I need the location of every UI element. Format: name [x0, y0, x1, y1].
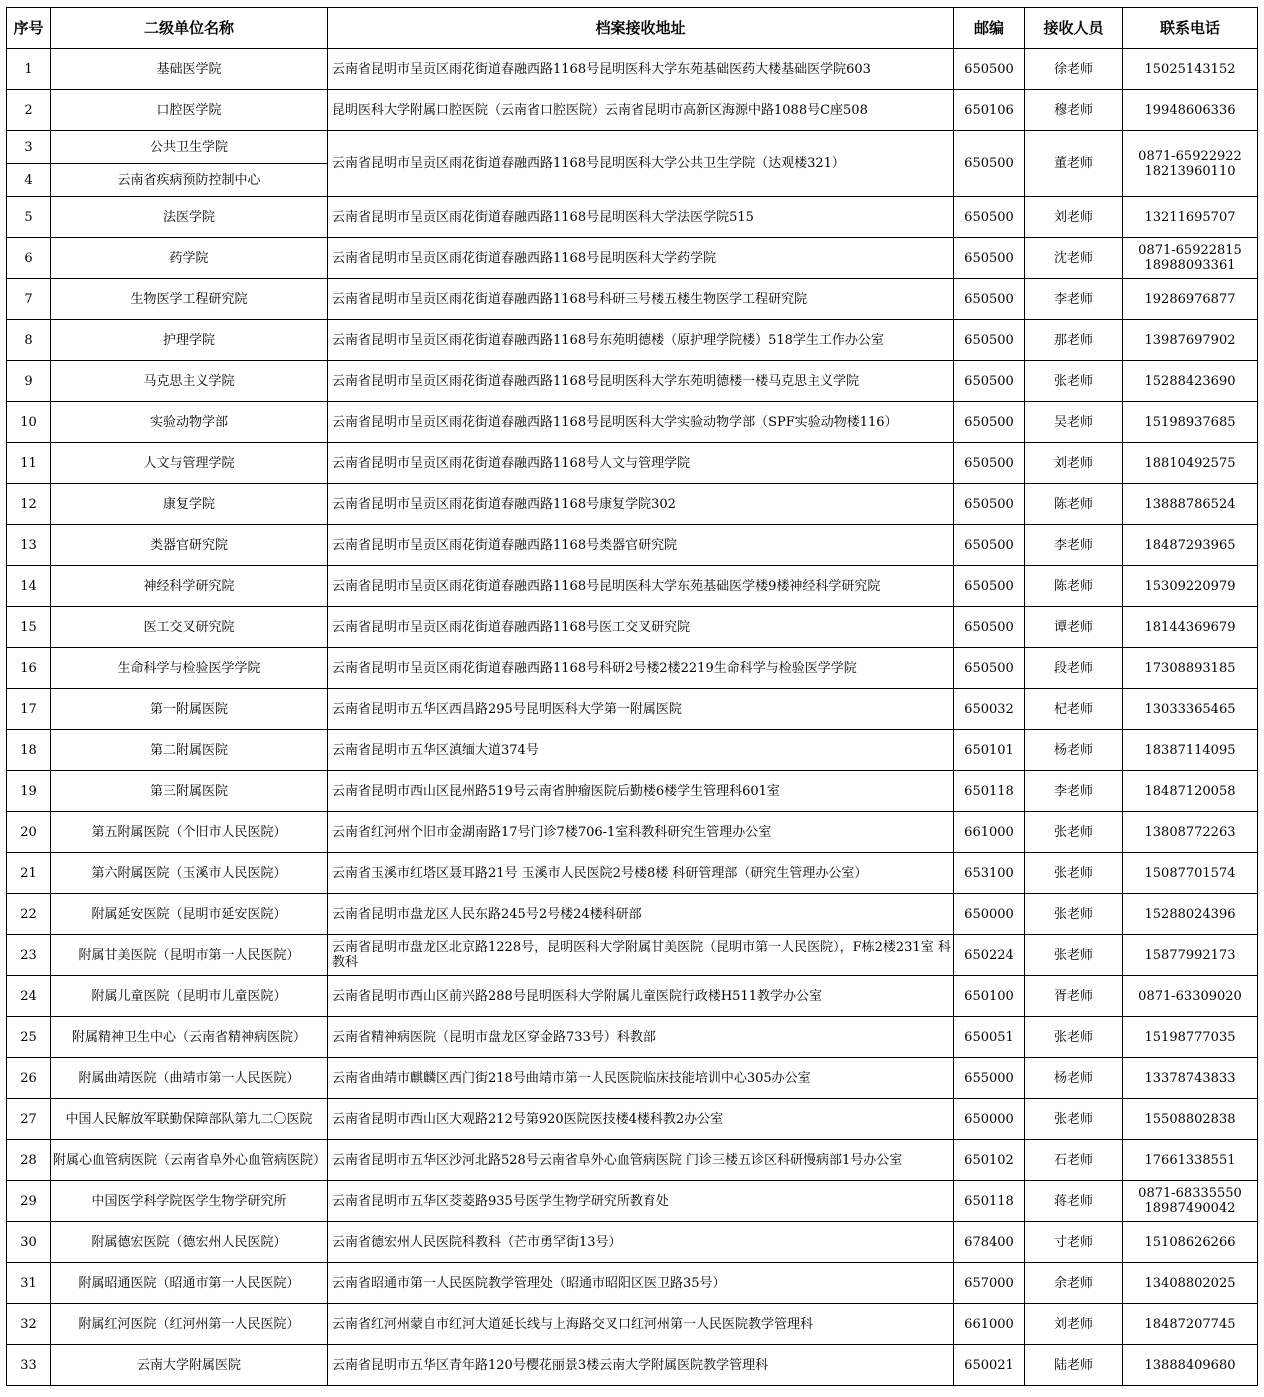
cell-seq: 20 [7, 812, 51, 853]
cell-address: 云南省昆明市呈贡区雨花街道春融西路1168号人文与管理学院 [328, 443, 954, 484]
cell-address: 云南省昆明市呈贡区雨花街道春融西路1168号昆明医科大学东苑基础医药大楼基础医学院603 [328, 49, 954, 90]
cell-receiver: 董老师 [1025, 131, 1123, 197]
cell-address: 云南省红河州蒙自市红河大道延长线与上海路交叉口红河州第一人民医院教学管理科 [328, 1304, 954, 1345]
cell-unit: 第六附属医院（玉溪市人民医院） [51, 853, 328, 894]
phone-primary: 13808772263 [1144, 824, 1236, 840]
cell-phone [1123, 443, 1258, 484]
cell-receiver: 刘老师 [1025, 1304, 1123, 1345]
cell-zip: 650000 [954, 894, 1025, 935]
cell-unit: 基础医学院 [51, 49, 328, 90]
cell-address: 云南省昆明市五华区沙河北路528号云南省阜外心血管病医院 门诊三楼五诊区科研慢病部1号办公室 [328, 1140, 954, 1181]
cell-zip: 650500 [954, 443, 1025, 484]
cell-phone [1123, 320, 1258, 361]
cell-address: 云南省德宏州人民医院科教科（芒市勇罕街13号） [328, 1222, 954, 1263]
cell-unit: 医工交叉研究院 [51, 607, 328, 648]
table-row [7, 197, 1258, 238]
cell-seq: 14 [7, 566, 51, 607]
cell-address: 云南省昆明市呈贡区雨花街道春融西路1168号昆明医科大学药学院 [328, 238, 954, 279]
cell-phone [1123, 402, 1258, 443]
cell-address: 云南省昆明市呈贡区雨花街道春融西路1168号医工交叉研究院 [328, 607, 954, 648]
header-zip: 邮编 [954, 8, 1025, 49]
phone-primary: 17308893185 [1144, 660, 1236, 676]
cell-phone [1123, 361, 1258, 402]
table-row [7, 935, 1258, 976]
cell-phone [1123, 1345, 1258, 1386]
cell-receiver: 杨老师 [1025, 1058, 1123, 1099]
phone-primary: 13408802025 [1144, 1275, 1236, 1291]
cell-address: 云南省昆明市呈贡区雨花街道春融西路1168号类器官研究院 [328, 525, 954, 566]
cell-receiver: 石老师 [1025, 1140, 1123, 1181]
cell-seq: 32 [7, 1304, 51, 1345]
table-row [7, 976, 1258, 1017]
table-header-row [7, 8, 1258, 49]
table-row [7, 279, 1258, 320]
phone-primary: 13211695707 [1144, 209, 1236, 225]
cell-seq: 8 [7, 320, 51, 361]
table-row [7, 648, 1258, 689]
cell-phone [1123, 976, 1258, 1017]
cell-phone [1123, 812, 1258, 853]
cell-receiver: 张老师 [1025, 1099, 1123, 1140]
cell-phone [1123, 1140, 1258, 1181]
cell-phone [1123, 1181, 1258, 1222]
cell-zip: 661000 [954, 812, 1025, 853]
cell-receiver: 杨老师 [1025, 730, 1123, 771]
cell-zip: 650500 [954, 648, 1025, 689]
cell-receiver: 张老师 [1025, 812, 1123, 853]
cell-unit: 类器官研究院 [51, 525, 328, 566]
cell-unit: 附属曲靖医院（曲靖市第一人民医院） [51, 1058, 328, 1099]
cell-address: 云南省精神病医院（昆明市盘龙区穿金路733号）科教部 [328, 1017, 954, 1058]
cell-phone [1123, 935, 1258, 976]
cell-seq: 27 [7, 1099, 51, 1140]
cell-address: 云南省昆明市五华区青年路120号樱花丽景3楼云南大学附属医院教学管理科 [328, 1345, 954, 1386]
cell-seq: 26 [7, 1058, 51, 1099]
cell-unit: 附属甘美医院（昆明市第一人民医院） [51, 935, 328, 976]
table-row [7, 238, 1258, 279]
cell-unit: 护理学院 [51, 320, 328, 361]
cell-receiver: 穆老师 [1025, 90, 1123, 131]
cell-unit: 附属心血管病医院（云南省阜外心血管病医院） [51, 1140, 328, 1181]
cell-zip: 650032 [954, 689, 1025, 730]
cell-phone [1123, 607, 1258, 648]
cell-phone [1123, 1099, 1258, 1140]
cell-receiver: 蒋老师 [1025, 1181, 1123, 1222]
cell-unit: 康复学院 [51, 484, 328, 525]
cell-zip: 661000 [954, 1304, 1025, 1345]
phone-primary: 18487207745 [1144, 1316, 1236, 1332]
cell-receiver: 刘老师 [1025, 197, 1123, 238]
cell-receiver: 杞老师 [1025, 689, 1123, 730]
cell-unit: 云南大学附属医院 [51, 1345, 328, 1386]
cell-seq: 13 [7, 525, 51, 566]
cell-seq: 21 [7, 853, 51, 894]
cell-phone [1123, 131, 1258, 197]
cell-address: 云南省昆明市盘龙区人民东路245号2号楼24楼科研部 [328, 894, 954, 935]
table-row [7, 771, 1258, 812]
cell-seq: 1 [7, 49, 51, 90]
cell-phone [1123, 1017, 1258, 1058]
cell-zip: 650118 [954, 1181, 1025, 1222]
cell-zip: 650100 [954, 976, 1025, 1017]
cell-zip: 650051 [954, 1017, 1025, 1058]
table-row [7, 1058, 1258, 1099]
cell-address: 云南省昆明市盘龙区北京路1228号，昆明医科大学附属甘美医院（昆明市第一人民医院），F栋2楼231室 科教科 [328, 935, 954, 976]
cell-zip: 650101 [954, 730, 1025, 771]
archive-address-table [6, 7, 1258, 1386]
cell-address: 云南省昆明市呈贡区雨花街道春融西路1168号康复学院302 [328, 484, 954, 525]
cell-seq: 7 [7, 279, 51, 320]
cell-seq: 19 [7, 771, 51, 812]
cell-phone [1123, 1304, 1258, 1345]
cell-zip: 653100 [954, 853, 1025, 894]
cell-phone [1123, 566, 1258, 607]
cell-receiver: 谭老师 [1025, 607, 1123, 648]
table-row [7, 607, 1258, 648]
table-row [7, 1345, 1258, 1386]
phone-primary: 18144369679 [1144, 619, 1236, 635]
cell-receiver: 段老师 [1025, 648, 1123, 689]
cell-unit: 中国人民解放军联勤保障部队第九二〇医院 [51, 1099, 328, 1140]
header-seq: 序号 [7, 8, 51, 49]
cell-zip: 650500 [954, 566, 1025, 607]
cell-seq: 16 [7, 648, 51, 689]
phone-primary: 0871-68335550 [1138, 1186, 1242, 1201]
table-row [7, 443, 1258, 484]
cell-zip: 650500 [954, 320, 1025, 361]
cell-unit: 中国医学科学院医学生物学研究所 [51, 1181, 328, 1222]
cell-unit: 生物医学工程研究院 [51, 279, 328, 320]
phone-primary: 13987697902 [1144, 332, 1236, 348]
table-row [7, 131, 1258, 164]
phone-primary: 13033365465 [1144, 701, 1236, 717]
cell-zip: 650500 [954, 484, 1025, 525]
phone-primary: 18810492575 [1144, 455, 1236, 471]
cell-address: 云南省昭通市第一人民医院教学管理处（昭通市昭阳区医卫路35号） [328, 1263, 954, 1304]
table-row [7, 853, 1258, 894]
table-row [7, 90, 1258, 131]
cell-phone [1123, 771, 1258, 812]
phone-primary: 15198777035 [1144, 1029, 1236, 1045]
phone-primary: 15288423690 [1144, 373, 1236, 389]
cell-address: 云南省昆明市呈贡区雨花街道春融西路1168号科研2号楼2楼2219生命科学与检验医学学院 [328, 648, 954, 689]
cell-receiver: 陈老师 [1025, 484, 1123, 525]
cell-phone [1123, 90, 1258, 131]
table-row [7, 566, 1258, 607]
cell-zip: 650500 [954, 402, 1025, 443]
table-row [7, 1222, 1258, 1263]
header-unit: 二级单位名称 [51, 8, 328, 49]
cell-zip: 650106 [954, 90, 1025, 131]
cell-address: 云南省昆明市五华区西昌路295号昆明医科大学第一附属医院 [328, 689, 954, 730]
phone-primary: 15508802838 [1144, 1111, 1236, 1127]
table-row [7, 402, 1258, 443]
table-row [7, 484, 1258, 525]
cell-unit: 附属德宏医院（德宏州人民医院） [51, 1222, 328, 1263]
phone-primary: 15025143152 [1144, 61, 1236, 77]
cell-zip: 655000 [954, 1058, 1025, 1099]
cell-unit: 第五附属医院（个旧市人民医院） [51, 812, 328, 853]
cell-unit: 第一附属医院 [51, 689, 328, 730]
cell-address: 云南省曲靖市麒麟区西门街218号曲靖市第一人民医院临床技能培训中心305办公室 [328, 1058, 954, 1099]
phone-primary: 0871-65922922 [1138, 148, 1242, 164]
cell-zip: 650500 [954, 279, 1025, 320]
cell-receiver: 张老师 [1025, 1017, 1123, 1058]
cell-zip: 650000 [954, 1099, 1025, 1140]
cell-zip: 678400 [954, 1222, 1025, 1263]
cell-receiver: 刘老师 [1025, 443, 1123, 484]
phone-primary: 15108626266 [1144, 1234, 1236, 1250]
phone-primary: 13378743833 [1144, 1070, 1236, 1086]
cell-unit: 实验动物学部 [51, 402, 328, 443]
cell-receiver: 胥老师 [1025, 976, 1123, 1017]
cell-phone [1123, 730, 1258, 771]
table-row [7, 1099, 1258, 1140]
table-row [7, 1181, 1258, 1222]
cell-zip: 650500 [954, 49, 1025, 90]
cell-seq: 28 [7, 1140, 51, 1181]
cell-seq: 12 [7, 484, 51, 525]
phone-primary: 19286976877 [1144, 291, 1236, 307]
cell-seq: 24 [7, 976, 51, 1017]
table-row [7, 689, 1258, 730]
header-receiver: 接收人员 [1025, 8, 1123, 49]
cell-address: 云南省昆明市呈贡区雨花街道春融西路1168号昆明医科大学法医学院515 [328, 197, 954, 238]
cell-address: 云南省红河州个旧市金湖南路17号门诊7楼706-1室科教科研究生管理办公室 [328, 812, 954, 853]
cell-receiver: 李老师 [1025, 525, 1123, 566]
cell-receiver: 吴老师 [1025, 402, 1123, 443]
cell-seq: 6 [7, 238, 51, 279]
cell-receiver: 陆老师 [1025, 1345, 1123, 1386]
cell-zip: 650500 [954, 197, 1025, 238]
cell-receiver: 寸老师 [1025, 1222, 1123, 1263]
phone-primary: 15288024396 [1144, 906, 1236, 922]
cell-seq: 18 [7, 730, 51, 771]
cell-receiver: 李老师 [1025, 279, 1123, 320]
phone-primary: 17661338551 [1144, 1152, 1236, 1168]
phone-primary: 18387114095 [1144, 742, 1236, 758]
table-row [7, 894, 1258, 935]
table-row [7, 361, 1258, 402]
cell-seq: 3 [7, 131, 51, 164]
cell-seq: 9 [7, 361, 51, 402]
cell-phone [1123, 238, 1258, 279]
cell-receiver: 张老师 [1025, 361, 1123, 402]
phone-primary: 18487293965 [1144, 537, 1236, 553]
cell-address: 云南省昆明市呈贡区雨花街道春融西路1168号昆明医科大学实验动物学部（SPF实验动物楼116） [328, 402, 954, 443]
cell-address: 云南省昆明市西山区前兴路288号昆明医科大学附属儿童医院行政楼H511教学办公室 [328, 976, 954, 1017]
cell-phone [1123, 525, 1258, 566]
cell-unit: 药学院 [51, 238, 328, 279]
cell-zip: 650500 [954, 607, 1025, 648]
table-row [7, 730, 1258, 771]
cell-address: 云南省昆明市西山区昆州路519号云南省肿瘤医院后勤楼6楼学生管理科601室 [328, 771, 954, 812]
phone-primary: 19948606336 [1144, 102, 1236, 118]
cell-phone [1123, 279, 1258, 320]
table-row [7, 1017, 1258, 1058]
cell-unit: 神经科学研究院 [51, 566, 328, 607]
cell-address: 云南省昆明市五华区滇缅大道374号 [328, 730, 954, 771]
cell-seq: 17 [7, 689, 51, 730]
cell-seq: 22 [7, 894, 51, 935]
cell-unit: 附属红河医院（红河州第一人民医院） [51, 1304, 328, 1345]
cell-address: 云南省昆明市呈贡区雨花街道春融西路1168号科研三号楼五楼生物医学工程研究院 [328, 279, 954, 320]
cell-zip: 650118 [954, 771, 1025, 812]
cell-unit: 法医学院 [51, 197, 328, 238]
cell-seq: 10 [7, 402, 51, 443]
phone-secondary: 18213960110 [1144, 163, 1236, 179]
cell-phone [1123, 894, 1258, 935]
cell-unit: 附属儿童医院（昆明市儿童医院） [51, 976, 328, 1017]
cell-zip: 650500 [954, 238, 1025, 279]
cell-address: 云南省昆明市西山区大观路212号第920医院医技楼4楼科教2办公室 [328, 1099, 954, 1140]
cell-unit: 人文与管理学院 [51, 443, 328, 484]
cell-address: 云南省玉溪市红塔区聂耳路21号 玉溪市人民医院2号楼8楼 科研管理部（研究生管理办公室） [328, 853, 954, 894]
cell-seq: 25 [7, 1017, 51, 1058]
table-row [7, 1140, 1258, 1181]
cell-unit: 第二附属医院 [51, 730, 328, 771]
cell-receiver: 徐老师 [1025, 49, 1123, 90]
table-row [7, 812, 1258, 853]
cell-receiver: 那老师 [1025, 320, 1123, 361]
cell-receiver: 陈老师 [1025, 566, 1123, 607]
cell-unit: 附属精神卫生中心（云南省精神病医院） [51, 1017, 328, 1058]
cell-receiver: 张老师 [1025, 935, 1123, 976]
phone-primary: 15087701574 [1144, 865, 1236, 881]
phone-primary: 0871-65922815 [1138, 243, 1242, 258]
cell-phone [1123, 648, 1258, 689]
cell-seq: 33 [7, 1345, 51, 1386]
cell-receiver: 张老师 [1025, 894, 1123, 935]
cell-receiver: 张老师 [1025, 853, 1123, 894]
cell-seq: 29 [7, 1181, 51, 1222]
cell-zip: 650500 [954, 361, 1025, 402]
cell-zip: 650224 [954, 935, 1025, 976]
cell-phone [1123, 484, 1258, 525]
cell-address: 云南省昆明市呈贡区雨花街道春融西路1168号昆明医科大学东苑基础医学楼9楼神经科学研究院 [328, 566, 954, 607]
cell-unit: 口腔医学院 [51, 90, 328, 131]
cell-seq: 11 [7, 443, 51, 484]
cell-unit: 第三附属医院 [51, 771, 328, 812]
phone-primary: 18487120058 [1144, 783, 1236, 799]
cell-unit: 云南省疾病预防控制中心 [51, 164, 328, 197]
table-row [7, 1304, 1258, 1345]
cell-phone [1123, 49, 1258, 90]
cell-zip: 650500 [954, 525, 1025, 566]
cell-seq: 15 [7, 607, 51, 648]
cell-seq: 23 [7, 935, 51, 976]
cell-address: 云南省昆明市呈贡区雨花街道春融西路1168号昆明医科大学东苑明德楼一楼马克思主义学院 [328, 361, 954, 402]
cell-unit: 附属延安医院（昆明市延安医院） [51, 894, 328, 935]
cell-phone [1123, 1058, 1258, 1099]
cell-seq: 4 [7, 164, 51, 197]
cell-unit: 生命科学与检验医学学院 [51, 648, 328, 689]
phone-secondary: 18988093361 [1144, 258, 1236, 273]
cell-phone [1123, 197, 1258, 238]
table-body [7, 49, 1258, 1386]
header-address: 档案接收地址 [328, 8, 954, 49]
cell-address: 云南省昆明市五华区茭菱路935号医学生物学研究所教育处 [328, 1181, 954, 1222]
cell-phone [1123, 689, 1258, 730]
cell-unit: 公共卫生学院 [51, 131, 328, 164]
cell-receiver: 余老师 [1025, 1263, 1123, 1304]
cell-phone [1123, 1222, 1258, 1263]
phone-primary: 15877992173 [1144, 947, 1236, 963]
cell-receiver: 李老师 [1025, 771, 1123, 812]
cell-phone [1123, 853, 1258, 894]
phone-primary: 13888786524 [1144, 496, 1236, 512]
cell-unit: 附属昭通医院（昭通市第一人民医院） [51, 1263, 328, 1304]
cell-zip: 650500 [954, 131, 1025, 197]
header-phone: 联系电话 [1123, 8, 1258, 49]
cell-zip: 657000 [954, 1263, 1025, 1304]
cell-phone [1123, 1263, 1258, 1304]
cell-address: 云南省昆明市呈贡区雨花街道春融西路1168号东苑明德楼（原护理学院楼）518学生工作办公室 [328, 320, 954, 361]
table-row [7, 49, 1258, 90]
phone-primary: 15198937685 [1144, 414, 1236, 430]
cell-zip: 650102 [954, 1140, 1025, 1181]
cell-seq: 30 [7, 1222, 51, 1263]
phone-primary: 13888409680 [1144, 1357, 1236, 1373]
table-row [7, 320, 1258, 361]
phone-primary: 0871-63309020 [1138, 988, 1242, 1004]
cell-zip: 650021 [954, 1345, 1025, 1386]
phone-secondary: 18987490042 [1144, 1201, 1236, 1216]
cell-address: 云南省昆明市呈贡区雨花街道春融西路1168号昆明医科大学公共卫生学院（达观楼321） [328, 131, 954, 197]
table-row [7, 1263, 1258, 1304]
table-row [7, 525, 1258, 566]
cell-address: 昆明医科大学附属口腔医院（云南省口腔医院）云南省昆明市高新区海源中路1088号C座508 [328, 90, 954, 131]
cell-receiver: 沈老师 [1025, 238, 1123, 279]
cell-seq: 2 [7, 90, 51, 131]
phone-primary: 15309220979 [1144, 578, 1236, 594]
cell-unit: 马克思主义学院 [51, 361, 328, 402]
cell-seq: 31 [7, 1263, 51, 1304]
cell-seq: 5 [7, 197, 51, 238]
